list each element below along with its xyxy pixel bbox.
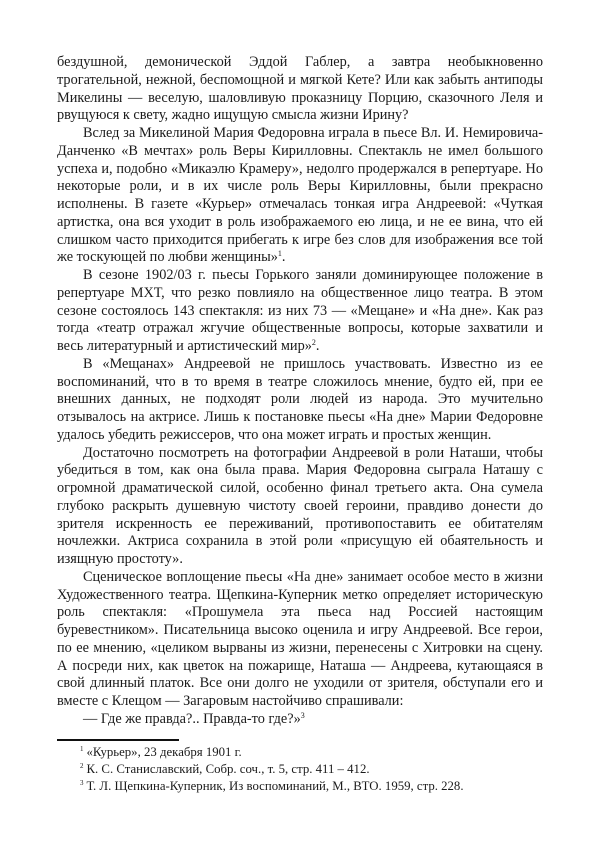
paragraph-2	[57, 125, 543, 267]
footnote-text: «Курьер», 23 декабря 1901 г.	[86, 745, 242, 759]
paragraph-text: бездушной, демонической Эддой Габлер, а завтра необыкновенно трогательной, нежной, беспомощной и мягкой Кете? Или как забыть антиподы Микелины — веселую, шаловливую проказницу Порцию, сказочного Леля и рвущуюся к свету, жадно ищущую смысла жизни Ирину?	[57, 54, 543, 124]
footnote-1	[80, 744, 550, 761]
paragraph-4	[57, 356, 543, 445]
footnote-number: 1	[80, 745, 84, 753]
footnote-number: 3	[80, 779, 84, 787]
paragraph-7	[57, 711, 543, 729]
footnote-2	[80, 761, 550, 778]
paragraph-1	[57, 54, 543, 125]
paragraph-3	[57, 267, 543, 356]
paragraph-text: Сценическое воплощение пьесы «На дне» занимает особое место в жизни Художественного театра. Щепкина-Куперник метко определяет историческую роль спектакля: «Прошумела эта пьеса над Россией настоящим буревестником». Писательница высоко оценила и игру Андреевой. Все герои, по ее мнению, «целиком вырваны из жизни, перенесены с Хитровки на сцену. А посреди них, как цветок на пожарище, Наташа — Андреева, кутающаяся в свой длинный платок. Все они долго не уходили от зрителя, обступали его и вместе с Клещом — Загаровым настойчиво спрашивали:	[57, 568, 543, 709]
paragraph-text: Достаточно посмотреть на фотографии Андреевой в роли Наташи, чтобы убедиться в том, как она была права. Мария Федоровна сыграла Наташу с огромной драматической силой, особенно финал третьего акта. Она сумела глубоко раскрыть душевную чистоту своей героини, правдиво донести до зрителя искренность ее переживаний, противопоставить ее обитателям ночлежки. Актриса сохранила в этой роли «присущую ей обаятельность и изящную простоту».	[57, 444, 543, 567]
paragraph-6	[57, 569, 543, 711]
footnote-3	[80, 778, 550, 795]
paragraph-text: В сезоне 1902/03 г. пьесы Горького заняли доминирующее положение в репертуаре МХТ, что резко повлияло на общественное лицо театра. В этом сезоне состоялось 143 спектакля: из них 73 — «Мещане» и «На дне». Как раз тогда «театр отражал жгучие общественные вопросы, которые захватили и весь литературный и артистический мир»	[57, 267, 543, 354]
paragraph-text: — Где же правда?.. Правда-то где?»	[83, 710, 301, 727]
footnote-ref-3[interactable]: 3	[300, 710, 305, 720]
footnote-ref-1[interactable]: 1	[277, 249, 282, 259]
document-body	[57, 54, 543, 729]
footnote-number: 2	[80, 762, 84, 770]
paragraph-5	[57, 445, 543, 569]
footnote-separator	[57, 739, 179, 741]
footnote-text: К. С. Станиславский, Собр. соч., т. 5, стр. 411 – 412.	[86, 762, 370, 776]
paragraph-text: Вслед за Микелиной Мария Федоровна играла в пьесе Вл. И. Немировича-Данченко «В мечтах» роль Веры Кирилловны. Спектакль не имел большого успеха и, подобно «Микаэлю Крамеру», недолго продержался в репертуаре. Но некоторые роли, и в их числе роль Веры Кирилловны, были прекрасно исполнены. В газете «Курьер» отмечалась тонкая игра Андреевой: «Чуткая артистка, она вся уходит в роль изображаемого ею лица, и не ее вина, что ей слишком часто приходится прибегать к игре без слов для изображения все той же тоскующей по любви женщины»	[57, 125, 543, 266]
paragraph-tail: .	[281, 249, 286, 266]
paragraph-tail: .	[315, 338, 320, 354]
footnote-ref-2[interactable]: 2	[311, 338, 316, 347]
footnotes	[80, 744, 550, 795]
paragraph-text: В «Мещанах» Андреевой не пришлось участвовать. Известно из ее воспоминаний, что в то время в театре сложилось мнение, будто ей, при ее внешних данных, не подходят роли людей из народа. Это мучительно отзывалось на актрисе. Лишь к постановке пьесы «На дне» Марии Федоровне удалось убедить режиссеров, что она может играть и простых женщин.	[57, 355, 543, 443]
footnote-text: Т. Л. Щепкина-Куперник, Из воспоминаний, М., ВТО. 1959, стр. 228.	[86, 779, 464, 793]
